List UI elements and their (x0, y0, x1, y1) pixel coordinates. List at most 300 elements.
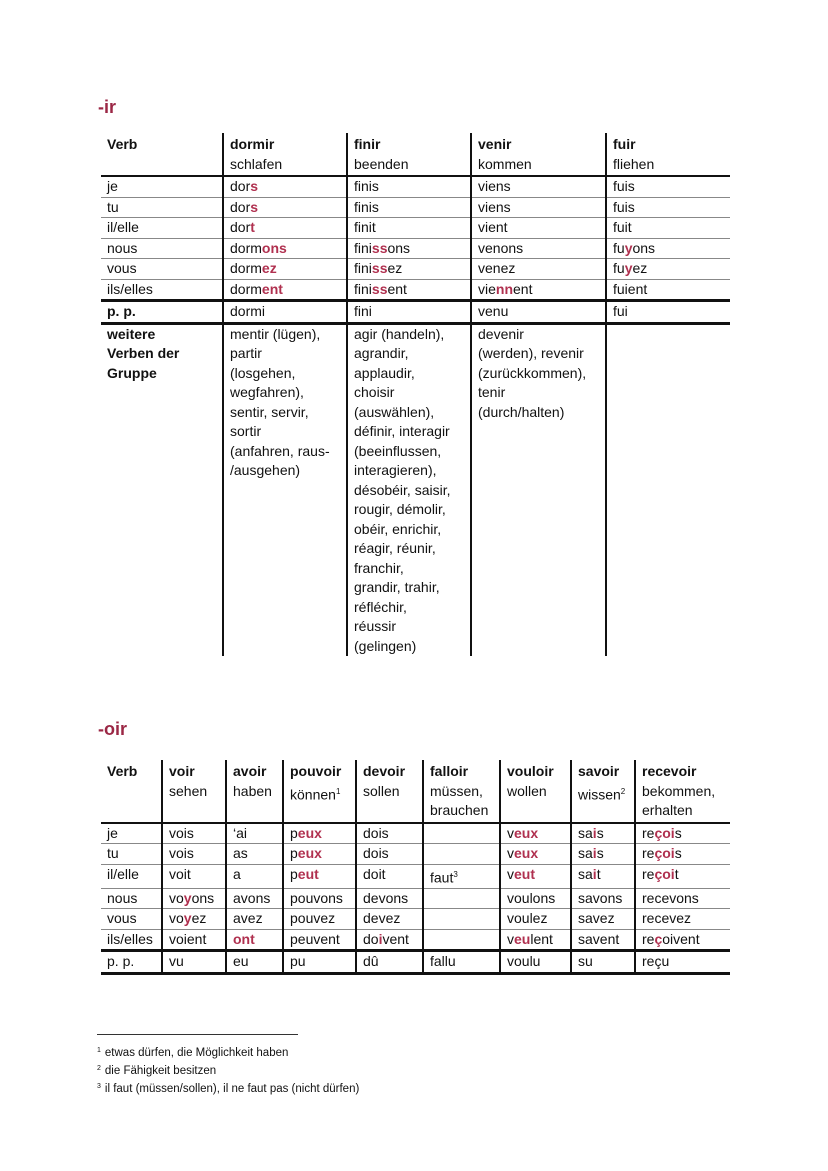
text-segment: haben (233, 782, 272, 799)
text-segment: kommen (478, 155, 532, 172)
verb-list-line: tenir (478, 384, 506, 400)
conjugation-cell (606, 218, 730, 239)
text-segment: vie (478, 280, 496, 297)
conjugation-cell (571, 823, 635, 844)
text-segment: savent (578, 930, 620, 947)
verb-header-cell (606, 133, 730, 176)
text-segment: fuis (613, 198, 635, 215)
text-segment: do (363, 930, 379, 947)
text-segment: fini (354, 239, 372, 256)
section-title-ir: -ir (98, 97, 116, 117)
more-verbs-cell (471, 323, 606, 656)
text-segment: viens (478, 198, 511, 215)
text-segment: p (290, 845, 298, 861)
highlighted-ending: ço (654, 824, 671, 841)
verb-list-line: (auswählen), (354, 403, 435, 420)
verb-list-line: (anfahren, raus- (230, 442, 330, 459)
text-segment: finit (354, 219, 376, 235)
verb-list-line: (durch/halten) (478, 403, 565, 420)
text-segment: fuit (613, 219, 632, 235)
highlighted-ending: nn (495, 280, 514, 297)
conjugation-cell (423, 888, 500, 909)
more-verbs-cell (347, 323, 471, 656)
pronoun-cell: il/elle (101, 864, 162, 888)
verb-list-line: wegfahren), (230, 384, 304, 400)
highlighted-ending: y (624, 239, 633, 256)
conjugation-cell (471, 197, 606, 218)
verb-list-line: désobéir, saisir, (354, 481, 451, 498)
highlighted-ending: t (250, 219, 255, 235)
table-row (101, 259, 730, 280)
text-segment: vois (169, 845, 194, 861)
text-segment: fu (613, 239, 625, 256)
conjugation-cell (162, 929, 226, 951)
text-segment: ez (387, 260, 403, 276)
text-segment: ons (191, 889, 215, 906)
conjugation-cell (606, 238, 730, 259)
past-participle-cell (423, 951, 500, 974)
header-row (101, 760, 730, 823)
conjugation-cell (423, 929, 500, 951)
highlighted-ending: i (378, 930, 383, 947)
verb-translation (169, 782, 219, 802)
verb-name: voir (169, 763, 195, 779)
footnote-mark: 2 (97, 1065, 101, 1072)
text-segment: p (290, 865, 298, 882)
conjugation-cell (223, 197, 347, 218)
text-segment: avez (233, 910, 263, 927)
more-verbs-row (101, 323, 730, 656)
text-segment: venons (478, 239, 524, 256)
conjugation-cell (571, 888, 635, 909)
verb-name: devoir (363, 763, 406, 779)
past-participle-cell (356, 951, 423, 974)
text-segment: sa (578, 824, 593, 841)
verb-name: finir (354, 136, 381, 152)
past-participle-cell (223, 301, 347, 324)
text-segment: dor (230, 198, 251, 215)
header-label: Verb (101, 133, 223, 176)
label-line: weitere (107, 325, 156, 342)
text-segment: sehen (169, 782, 208, 799)
text-segment: dois (363, 845, 389, 861)
table-row (101, 864, 730, 888)
text-segment: voulons (507, 889, 556, 906)
more-verbs-cell (223, 323, 347, 656)
verb-list-line: obéir, enrichir, (354, 520, 442, 537)
verb-header-cell (226, 760, 283, 823)
past-participle-cell (606, 301, 730, 324)
text-segment: dorm (230, 239, 262, 256)
text-segment: vo (169, 889, 184, 906)
text-segment: eu (233, 953, 249, 970)
text-segment: s (674, 845, 682, 861)
past-participle-cell (635, 951, 730, 974)
text-segment: vu (169, 953, 184, 970)
text-segment: recevez (642, 910, 692, 927)
table-row (101, 929, 730, 951)
conjugation-cell (283, 909, 356, 930)
text-segment: v (507, 845, 514, 861)
verb-header-cell (162, 760, 226, 823)
conjugation-cell (223, 279, 347, 301)
highlighted-ending: çoi (654, 865, 675, 882)
conjugation-cell (162, 844, 226, 865)
text-segment: erhalten (642, 802, 693, 818)
highlighted-ending: eut (514, 865, 535, 882)
label-line: Gruppe (107, 364, 157, 381)
verb-header-cell (347, 133, 471, 176)
pronoun-cell: nous (101, 888, 162, 909)
conjugation-cell (635, 929, 730, 951)
footnote-text: etwas dürfen, die Möglichkeit haben (104, 1047, 289, 1059)
conjugation-cell (571, 929, 635, 951)
footnotes (97, 1043, 359, 1097)
conjugation-cell (500, 909, 571, 930)
conjugation-cell (606, 176, 730, 197)
highlighted-ending: eu (514, 930, 531, 947)
verb-header-cell (571, 760, 635, 823)
table-row (101, 823, 730, 844)
pronoun-cell: je (101, 823, 162, 844)
conjugation-cell (635, 909, 730, 930)
text-segment: as (233, 845, 248, 861)
highlighted-ending: ss (371, 260, 388, 276)
verb-translation (354, 155, 464, 175)
oir-conjugation-table (101, 760, 730, 975)
footnote-mark: 3 (97, 1083, 101, 1090)
text-segment: v (507, 824, 514, 841)
highlighted-ending: i (592, 845, 597, 861)
text-segment: fliehen (613, 155, 655, 172)
verb-list-line: agrandir, (354, 345, 409, 361)
conjugation-cell (500, 823, 571, 844)
verb-translation (507, 782, 564, 802)
table-row (101, 176, 730, 197)
text-segment: devez (363, 910, 401, 927)
text-segment: ez (191, 910, 207, 927)
conjugation-cell (283, 888, 356, 909)
text-segment: avons (233, 889, 271, 906)
text-segment: sollen (363, 782, 400, 799)
verb-header-cell (471, 133, 606, 176)
conjugation-cell (500, 888, 571, 909)
verb-list-line: applaudir, (354, 364, 415, 381)
footnote-ref: 1 (335, 786, 341, 796)
verb-header-cell (423, 760, 500, 823)
text-segment: sa (578, 845, 593, 861)
header-label: Verb (101, 760, 162, 823)
text-segment: dorm (230, 280, 262, 297)
verb-list-line: (zurückkommen), (478, 364, 587, 381)
header-row (101, 133, 730, 176)
verb-header-cell (500, 760, 571, 823)
conjugation-cell (471, 176, 606, 197)
text-segment: ons (632, 239, 656, 256)
conjugation-cell (471, 279, 606, 301)
text-segment: fuient (613, 280, 648, 297)
highlighted-ending: ons (261, 239, 287, 256)
text-segment: savons (578, 889, 623, 906)
text-segment: pouvons (290, 889, 343, 906)
conjugation-cell (226, 888, 283, 909)
verb-list-line: rougir, démolir, (354, 501, 446, 517)
past-participle-cell (571, 951, 635, 974)
table-row (101, 909, 730, 930)
verb-name: falloir (430, 763, 469, 779)
verb-header-cell (223, 133, 347, 176)
highlighted-ending: ont (233, 930, 255, 947)
past-participle-cell (471, 301, 606, 324)
footnote-mark: 1 (97, 1047, 101, 1054)
text-segment: recevons (642, 889, 699, 906)
conjugation-cell (223, 218, 347, 239)
verb-translation (578, 782, 628, 805)
conjugation-cell (223, 176, 347, 197)
footnote-text: die Fähigkeit besitzen (104, 1065, 217, 1077)
ir-conjugation-table (101, 133, 730, 656)
highlighted-ending: i (592, 824, 597, 841)
text-segment: reçu (642, 953, 670, 970)
verb-translation (290, 782, 349, 805)
verb-translation (642, 782, 724, 821)
text-segment: finis (354, 198, 379, 215)
more-verbs-cell (606, 323, 730, 656)
highlighted-ending: eux (514, 824, 539, 841)
conjugation-cell (423, 823, 500, 844)
conjugation-cell (471, 218, 606, 239)
highlighted-ending: eux (297, 824, 322, 841)
highlighted-ending: ez (261, 260, 277, 276)
text-segment: a (233, 865, 241, 882)
text-segment: brauchen (430, 802, 489, 818)
conjugation-cell (347, 218, 471, 239)
verb-name: recevoir (642, 763, 697, 779)
pronoun-cell: nous (101, 238, 223, 259)
text-segment: dû (363, 953, 379, 970)
conjugation-cell (423, 909, 500, 930)
section-title-oir: -oir (98, 719, 127, 739)
conjugation-cell (356, 864, 423, 888)
table-row (101, 238, 730, 259)
verb-translation (233, 782, 276, 802)
highlighted-ending: s (250, 198, 259, 215)
verb-name: fuir (613, 136, 636, 152)
conjugation-cell (226, 864, 283, 888)
table-row (101, 218, 730, 239)
text-segment: dor (230, 219, 251, 235)
label-line: Verben der (107, 345, 180, 361)
text-segment: s (596, 824, 604, 841)
conjugation-cell (356, 844, 423, 865)
text-segment: pu (290, 953, 306, 970)
text-segment: schlafen (230, 155, 283, 172)
conjugation-cell (226, 909, 283, 930)
verb-list-line: franchir, (354, 559, 404, 576)
conjugation-cell (226, 929, 283, 951)
footnote-ref: 3 (453, 869, 458, 879)
pronoun-cell: tu (101, 844, 162, 865)
verb-list-line: réussir (354, 618, 397, 634)
conjugation-cell (347, 176, 471, 197)
past-participle-cell (226, 951, 283, 974)
verb-list-line: réfléchir, (354, 598, 407, 615)
conjugation-cell (423, 844, 500, 865)
text-segment: müssen, (430, 782, 483, 799)
table-row (101, 197, 730, 218)
text-segment: fu (613, 260, 625, 276)
text-segment: fuis (613, 178, 635, 194)
table-row (101, 279, 730, 301)
text-segment: pouvez (290, 910, 336, 927)
text-segment: ent (387, 280, 407, 297)
verb-header-cell (356, 760, 423, 823)
past-participle-row (101, 951, 730, 974)
text-segment: bekommen, (642, 782, 716, 799)
text-segment: voit (169, 865, 191, 882)
conjugation-cell (223, 259, 347, 280)
highlighted-ending: y (624, 260, 633, 276)
text-segment: vois (169, 824, 194, 841)
conjugation-cell (283, 864, 356, 888)
text-segment: savez (578, 910, 615, 927)
verb-header-cell (635, 760, 730, 823)
verb-list-line: réagir, réunir, (354, 540, 436, 556)
text-segment: können (290, 786, 336, 803)
verb-list-line: sortir (230, 423, 262, 439)
conjugation-cell (347, 197, 471, 218)
text-segment: v (507, 865, 514, 882)
text-segment: v (507, 930, 514, 947)
text-segment: faut (430, 869, 454, 886)
highlighted-ending: eux (297, 845, 322, 861)
conjugation-cell (500, 864, 571, 888)
conjugation-cell (347, 259, 471, 280)
verb-list-line: (werden), revenir (478, 345, 584, 361)
footnote-1 (97, 1043, 359, 1061)
verb-list-line: choisir (354, 384, 395, 400)
verb-list-line: interagieren), (354, 462, 437, 478)
conjugation-cell (356, 929, 423, 951)
text-segment: re (642, 930, 655, 947)
text-segment: s (674, 824, 682, 841)
text-segment: venez (478, 260, 516, 276)
conjugation-cell (635, 864, 730, 888)
conjugation-cell (162, 823, 226, 844)
pronoun-cell: il/elle (101, 218, 223, 239)
conjugation-cell (347, 238, 471, 259)
conjugation-cell (283, 929, 356, 951)
conjugation-cell (356, 823, 423, 844)
past-participle-label: p. p. (101, 951, 162, 974)
highlighted-ending: s (250, 178, 259, 194)
text-segment: devons (363, 889, 409, 906)
past-participle-cell (500, 951, 571, 974)
text-segment: t (674, 865, 679, 882)
pronoun-cell: vous (101, 259, 223, 280)
highlighted-ending: ent (261, 280, 283, 297)
text-segment: voient (169, 930, 207, 947)
conjugation-cell (571, 864, 635, 888)
conjugation-cell (356, 909, 423, 930)
text-segment: re (642, 865, 655, 882)
past-participle-row (101, 301, 730, 324)
text-segment: fui (613, 303, 628, 319)
text-segment: oivent (662, 930, 700, 947)
text-segment: sa (578, 865, 593, 882)
pronoun-cell: ils/elles (101, 929, 162, 951)
conjugation-cell (606, 279, 730, 301)
text-segment: wollen (507, 782, 547, 799)
conjugation-cell (500, 844, 571, 865)
text-segment: finis (354, 178, 379, 194)
text-segment: re (642, 824, 655, 841)
conjugation-cell (162, 864, 226, 888)
conjugation-cell (356, 888, 423, 909)
conjugation-cell (223, 238, 347, 259)
more-verbs-label (101, 323, 223, 656)
highlighted-ending: ss (371, 280, 388, 297)
pronoun-cell: tu (101, 197, 223, 218)
verb-list-line: devenir (478, 325, 524, 342)
conjugation-cell (471, 259, 606, 280)
text-segment: re (642, 845, 655, 861)
conjugation-cell (606, 259, 730, 280)
text-segment: p (290, 824, 298, 841)
text-segment: peuvent (290, 930, 340, 947)
text-segment: su (578, 953, 593, 970)
text-segment: ‘ai (233, 824, 248, 841)
past-participle-cell (162, 951, 226, 974)
text-segment: voulu (507, 953, 541, 970)
highlighted-ending: eut (297, 865, 319, 882)
text-segment: ons (387, 239, 411, 256)
verb-list-line: (losgehen, (230, 364, 296, 381)
verb-list-line: (beeinflussen, (354, 442, 442, 459)
conjugation-cell (571, 844, 635, 865)
verb-name: savoir (578, 763, 620, 779)
pronoun-cell: ils/elles (101, 279, 223, 301)
conjugation-cell (162, 888, 226, 909)
verb-name: dormir (230, 136, 275, 152)
highlighted-ending: i (670, 824, 675, 841)
past-participle-cell (347, 301, 471, 324)
text-segment: fini (354, 280, 372, 297)
text-segment: fini (354, 260, 372, 276)
conjugation-cell (635, 823, 730, 844)
verb-list-line: sentir, servir, (230, 403, 309, 420)
text-segment: beenden (354, 155, 409, 172)
text-segment: dorm (230, 260, 262, 276)
highlighted-ending: çoi (654, 845, 675, 861)
verb-list-line: /ausgehen) (230, 462, 301, 478)
conjugation-cell (283, 823, 356, 844)
table-row (101, 844, 730, 865)
verb-list-line: agir (handeln), (354, 325, 445, 342)
text-segment: dois (363, 824, 389, 841)
conjugation-cell (283, 844, 356, 865)
conjugation-cell (635, 888, 730, 909)
footnote-ref: 2 (620, 786, 626, 796)
highlighted-ending: eux (514, 845, 539, 861)
highlighted-ending: ç (654, 930, 663, 947)
past-participle-label: p. p. (101, 301, 223, 324)
verb-translation (613, 155, 724, 175)
conjugation-cell (226, 823, 283, 844)
text-segment: vo (169, 910, 184, 927)
text-segment: s (596, 845, 604, 861)
highlighted-ending: y (183, 910, 192, 927)
